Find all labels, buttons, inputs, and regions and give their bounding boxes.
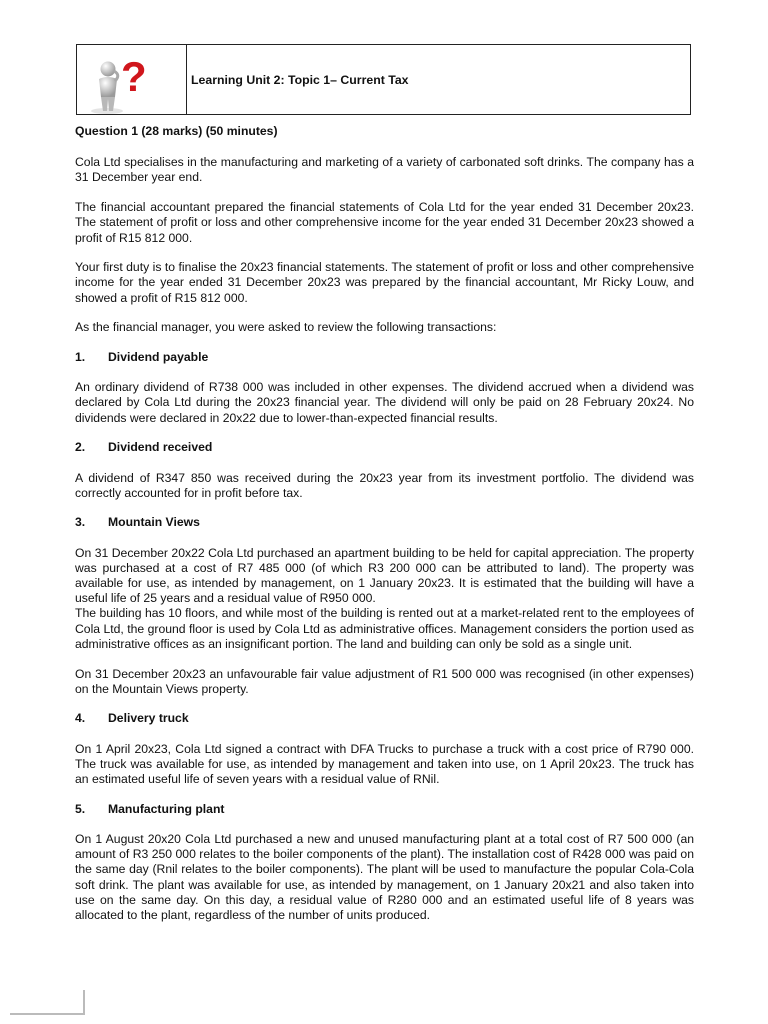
- section-paragraph: On 31 December 20x23 an unfavourable fair value adjustment of R1 500 000 was recognised (in other expenses) on the Mountain Views property.: [75, 666, 694, 696]
- section-paragraph: The building has 10 floors, and while most of the building is rented out at a market-related rent to the employees of Cola Ltd, the ground floor is used by Cola Ltd as administrative offices. Management considers the portion used as administrative offices as an insignificant portion. The land and building can only be sold as a single unit.: [75, 606, 694, 651]
- section-paragraph: A dividend of R347 850 was received during the 20x23 year from its investment portfolio. The dividend was correctly accounted for in profit before tax.: [75, 470, 694, 500]
- section-paragraph: An ordinary dividend of R738 000 was included in other expenses. The dividend accrued when a dividend was declared by Cola Ltd during the 20x23 financial year. The dividend will only be paid on 28 February 20x24. No dividends were declared in 20x22 due to lower-than-expected financial results.: [75, 380, 694, 425]
- section-title: Dividend received: [108, 440, 213, 455]
- header-box: [76, 44, 691, 115]
- document-body: [75, 124, 694, 938]
- section-number: 2.: [75, 440, 86, 455]
- section-heading: [75, 711, 694, 726]
- section-title: Manufacturing plant: [108, 801, 225, 816]
- section-paragraph: On 1 August 20x20 Cola Ltd purchased a new and unused manufacturing plant at a total cost of R7 500 000 (an amount of R3 250 000 relates to the boiler components of the plant). The installation cost of R428 000 was paid on the same day (Rnil relates to the boiler components). The plant will be used to manufacture the popular Cola-Cola soft drink. The plant was available for use, as intended by management, on 1 January 20x21 and also taken into use on the same day. On this day, a residual value of R280 000 and an estimated useful life of 8 years was allocated to the plant, regardless of the number of units produced.: [75, 832, 694, 923]
- section-heading: [75, 515, 694, 530]
- section-title: Delivery truck: [108, 711, 189, 726]
- page-title: Learning Unit 2: Topic 1– Current Tax: [191, 72, 409, 87]
- section-heading: [75, 440, 694, 455]
- intro-paragraph: Your first duty is to finalise the 20x23 financial statements. The statement of profit or loss and other comprehensive income for the year ended 31 December 20x23 was prepared by the financial accountant, Mr Ricky Louw, and showed a profit of R15 812 000.: [75, 260, 694, 305]
- section-number: 1.: [75, 350, 86, 365]
- section-heading: [75, 802, 694, 817]
- thinking-figure-question-mark-icon: [77, 45, 186, 114]
- section-number: 5.: [75, 801, 86, 816]
- intro-paragraph: As the financial manager, you were asked to review the following transactions:: [75, 320, 497, 335]
- section-heading: [75, 350, 694, 365]
- logo-cell: [77, 45, 187, 114]
- intro-paragraph: Cola Ltd specialises in the manufacturing and marketing of a variety of carbonated soft drinks. The company has a 31 December year end.: [75, 155, 694, 185]
- intro-paragraph: The financial accountant prepared the financial statements of Cola Ltd for the year ended 31 December 20x23. The statement of profit or loss and other comprehensive income for the year ended 31 December 20x23 showed a profit of R15 812 000.: [75, 200, 694, 245]
- section-number: 4.: [75, 711, 86, 726]
- section-paragraph: On 31 December 20x22 Cola Ltd purchased an apartment building to be held for capital appreciation. The property was purchased at a cost of R7 485 000 (of which R3 200 000 can be attributed to land). The property was available for use, as intended by management, on 1 January 20x23. It is estimated that the building will have a useful life of 25 years and a residual value of R950 000.: [75, 545, 694, 606]
- question-mark-glyph: ?: [121, 53, 147, 100]
- section-number: 3.: [75, 515, 86, 530]
- section-paragraph: On 1 April 20x23, Cola Ltd signed a contract with DFA Trucks to purchase a truck with a cost price of R790 000. The truck was available for use, as intended by management and taken into use, on 1 April 20x23. The truck has an estimated useful life of seven years with a residual value of RNil.: [75, 741, 694, 787]
- section-title: Mountain Views: [108, 515, 200, 530]
- question-title: Question 1 (28 marks) (50 minutes): [75, 124, 278, 138]
- section-title: Dividend payable: [108, 350, 209, 365]
- page-corner-mark: [10, 990, 85, 1015]
